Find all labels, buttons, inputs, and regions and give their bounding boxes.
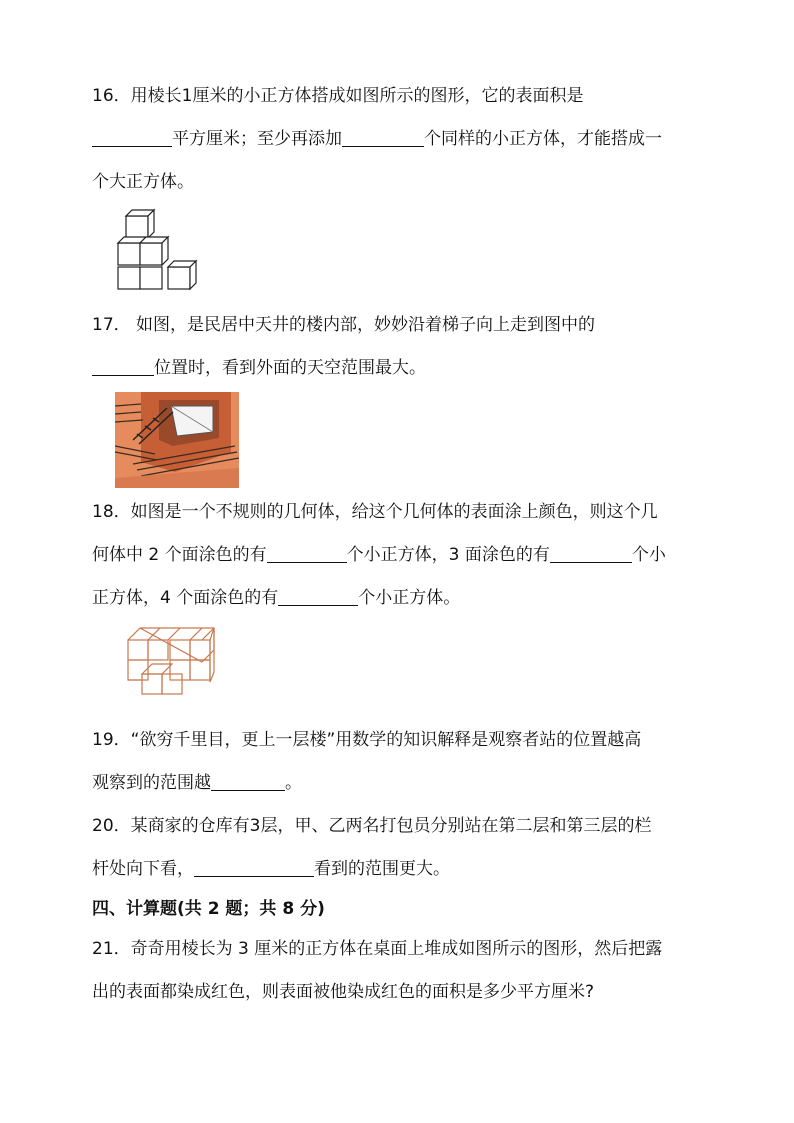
q16-cube-stack-figure	[112, 206, 204, 296]
q17-line2	[92, 356, 426, 380]
q18-text-c: 个小	[631, 545, 666, 565]
q18-line3	[92, 586, 460, 610]
q17-courtyard-image	[115, 392, 239, 488]
q18-blank-four-faces[interactable]	[278, 587, 358, 606]
q21-line2: 出的表面都染成红色，则表面被他染成红色的面积是多少平方厘米?	[92, 982, 595, 1002]
q16-line2	[92, 127, 662, 151]
q16-text-a: 平方厘米；至少再添加	[172, 129, 342, 149]
q20-text-b: 看到的范围更大。	[314, 859, 450, 879]
q19-text-b: 。	[285, 773, 302, 793]
q20-line2	[92, 857, 450, 881]
q18-line2	[92, 543, 666, 567]
q16-text-b: 个同样的小正方体，才能搭成一	[424, 129, 662, 149]
q19-text-a: 观察到的范围越	[92, 773, 211, 793]
q16-line3: 个大正方体。	[92, 172, 194, 192]
q16-blank-count[interactable]	[342, 128, 424, 147]
q16-blank-area[interactable]	[92, 128, 172, 147]
q18-text-d: 正方体，4 个面涂色的有	[92, 588, 279, 608]
q20-line1: 20．某商家的仓库有3层，甲、乙两名打包员分别站在第二层和第三层的栏	[92, 816, 652, 836]
q17-text: 位置时，看到外面的天空范围最大。	[154, 358, 426, 378]
q21-line1: 21．奇奇用棱长为 3 厘米的正方体在桌面上堆成如图所示的图形，然后把露	[92, 939, 663, 959]
q19-line2	[92, 771, 302, 795]
q18-blank-three-faces[interactable]	[550, 544, 632, 563]
q18-text-a: 何体中 2 个面涂色的有	[92, 545, 267, 565]
q18-text-e: 个小正方体。	[358, 588, 461, 608]
q17-blank[interactable]	[92, 357, 154, 376]
q18-text-b: 个小正方体，3 面涂色的有	[346, 545, 550, 565]
q18-line1: 18．如图是一个不规则的几何体，给这个几何体的表面涂上颜色，则这个几	[92, 502, 658, 522]
q18-irregular-solid-figure	[122, 624, 220, 700]
q19-line1: 19．“欲穷千里目，更上一层楼”用数学的知识解释是观察者站的位置越高	[92, 730, 642, 750]
section4-heading: 四、计算题(共 2 题；共 8 分)	[92, 899, 325, 919]
q20-text-a: 杆处向下看，	[92, 859, 194, 879]
q16-line1: 16．用棱长1厘米的小正方体搭成如图所示的图形，它的表面积是	[92, 86, 584, 106]
q17-line1: 17． 如图，是民居中天井的楼内部，妙妙沿着梯子向上走到图中的	[92, 315, 596, 335]
q18-blank-two-faces[interactable]	[267, 544, 347, 563]
q19-blank[interactable]	[211, 772, 285, 791]
q20-blank[interactable]	[194, 858, 314, 877]
